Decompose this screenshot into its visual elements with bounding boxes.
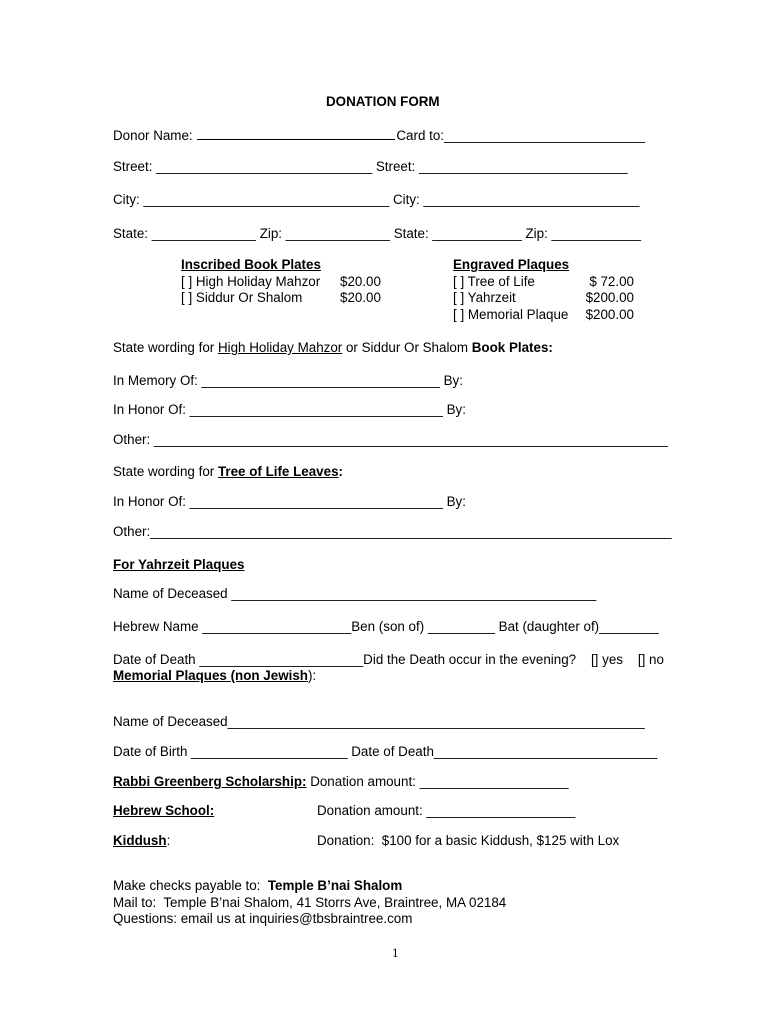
scholarship-amount-field[interactable]: Donation amount: ____________________ bbox=[306, 774, 569, 789]
plaque-price-yahrzeit: $200.00 bbox=[585, 290, 634, 305]
in-honor-row-tree[interactable]: In Honor Of: __________________________________ By: bbox=[113, 494, 466, 509]
book-wording-bold: Book Plates: bbox=[471, 340, 553, 355]
donor-name-field[interactable] bbox=[197, 127, 395, 140]
card-to-field[interactable]: Card to:___________________________ bbox=[396, 128, 646, 143]
deceased-name-row-yahrzeit[interactable]: Name of Deceased _________________________________________________ bbox=[113, 586, 597, 601]
memorial-heading-suffix: ): bbox=[307, 668, 317, 683]
checks-payable-row bbox=[113, 878, 402, 894]
donor-name-label: Donor Name: bbox=[113, 128, 193, 143]
form-title: DONATION FORM bbox=[326, 94, 440, 109]
tree-wording-heading bbox=[113, 464, 343, 480]
book-wording-mahzor: High Holiday Mahzor bbox=[217, 340, 343, 355]
hebrew-name-row[interactable]: Hebrew Name ____________________Ben (son of) _________ Bat (daughter of)________ bbox=[113, 619, 659, 634]
street-row[interactable]: Street: _____________________________ Street: ____________________________ bbox=[113, 159, 628, 174]
plaque-option-yahrzeit[interactable]: [ ] Yahrzeit bbox=[453, 290, 516, 305]
plaque-option-memorial[interactable]: [ ] Memorial Plaque bbox=[453, 307, 569, 322]
state-zip-row[interactable]: State: ______________ Zip: ______________ State: ____________ Zip: ____________ bbox=[113, 226, 641, 241]
tree-wording-prefix: State wording for bbox=[113, 464, 218, 479]
scholarship-row[interactable] bbox=[113, 774, 569, 790]
book-plates-heading: Inscribed Book Plates bbox=[181, 257, 321, 272]
mail-to-row: Mail to: Temple B’nai Shalom, 41 Storrs Ave, Braintree, MA 02184 bbox=[113, 895, 507, 910]
checks-payable-prefix: Make checks payable to: bbox=[113, 878, 268, 893]
book-wording-middle: or Siddur Or Shalom bbox=[342, 340, 472, 355]
book-plate-price-siddur: $20.00 bbox=[340, 290, 381, 305]
tree-wording-suffix: : bbox=[338, 464, 343, 479]
book-plate-option-mahzor[interactable]: [ ] High Holiday Mahzor bbox=[181, 274, 321, 289]
plaques-heading: Engraved Plaques bbox=[453, 257, 570, 272]
memorial-heading bbox=[113, 668, 316, 684]
kiddush-label-row bbox=[113, 833, 170, 849]
memorial-heading-bold: Memorial Plaques (non Jewish bbox=[113, 668, 308, 683]
hebrew-school-amount-field[interactable]: Donation amount: ____________________ bbox=[317, 803, 576, 818]
book-plate-wording-heading bbox=[113, 340, 553, 356]
kiddush-donation-text: Donation: $100 for a basic Kiddush, $125 with Lox bbox=[317, 833, 620, 848]
page-number: 1 bbox=[392, 945, 399, 960]
donor-row bbox=[113, 127, 645, 144]
scholarship-label: Rabbi Greenberg Scholarship: bbox=[113, 774, 307, 789]
yahrzeit-heading: For Yahrzeit Plaques bbox=[113, 557, 245, 572]
checks-payee: Temple B’nai Shalom bbox=[267, 878, 403, 893]
questions-row: Questions: email us at inquiries@tbsbraintree.com bbox=[113, 911, 413, 926]
kiddush-colon: : bbox=[166, 833, 171, 848]
deceased-name-row-memorial[interactable]: Name of Deceased________________________________________________________ bbox=[113, 714, 645, 729]
city-row[interactable]: City: _________________________________ City: _____________________________ bbox=[113, 192, 640, 207]
other-row-book[interactable]: Other: _____________________________________________________________________ bbox=[113, 432, 668, 447]
date-of-death-row[interactable]: Date of Death ______________________Did the Death occur in the evening? [] yes [] no bbox=[113, 652, 664, 667]
in-honor-row-book[interactable]: In Honor Of: __________________________________ By: bbox=[113, 402, 466, 417]
book-plate-price-mahzor: $20.00 bbox=[340, 274, 381, 289]
in-memory-row[interactable]: In Memory Of: ________________________________ By: bbox=[113, 373, 463, 388]
tree-wording-bold: Tree of Life Leaves bbox=[217, 464, 339, 479]
hebrew-school-label: Hebrew School: bbox=[113, 803, 215, 818]
plaque-option-tree-of-life[interactable]: [ ] Tree of Life bbox=[453, 274, 535, 289]
other-row-tree[interactable]: Other:______________________________________________________________________ bbox=[113, 524, 672, 539]
plaque-price-memorial: $200.00 bbox=[585, 307, 634, 322]
book-plate-option-siddur[interactable]: [ ] Siddur Or Shalom bbox=[181, 290, 303, 305]
plaque-price-tree-of-life: $ 72.00 bbox=[589, 274, 634, 289]
birth-death-row[interactable]: Date of Birth _____________________ Date of Death______________________________ bbox=[113, 744, 658, 759]
book-wording-prefix: State wording for bbox=[113, 340, 218, 355]
kiddush-label: Kiddush bbox=[113, 833, 167, 848]
